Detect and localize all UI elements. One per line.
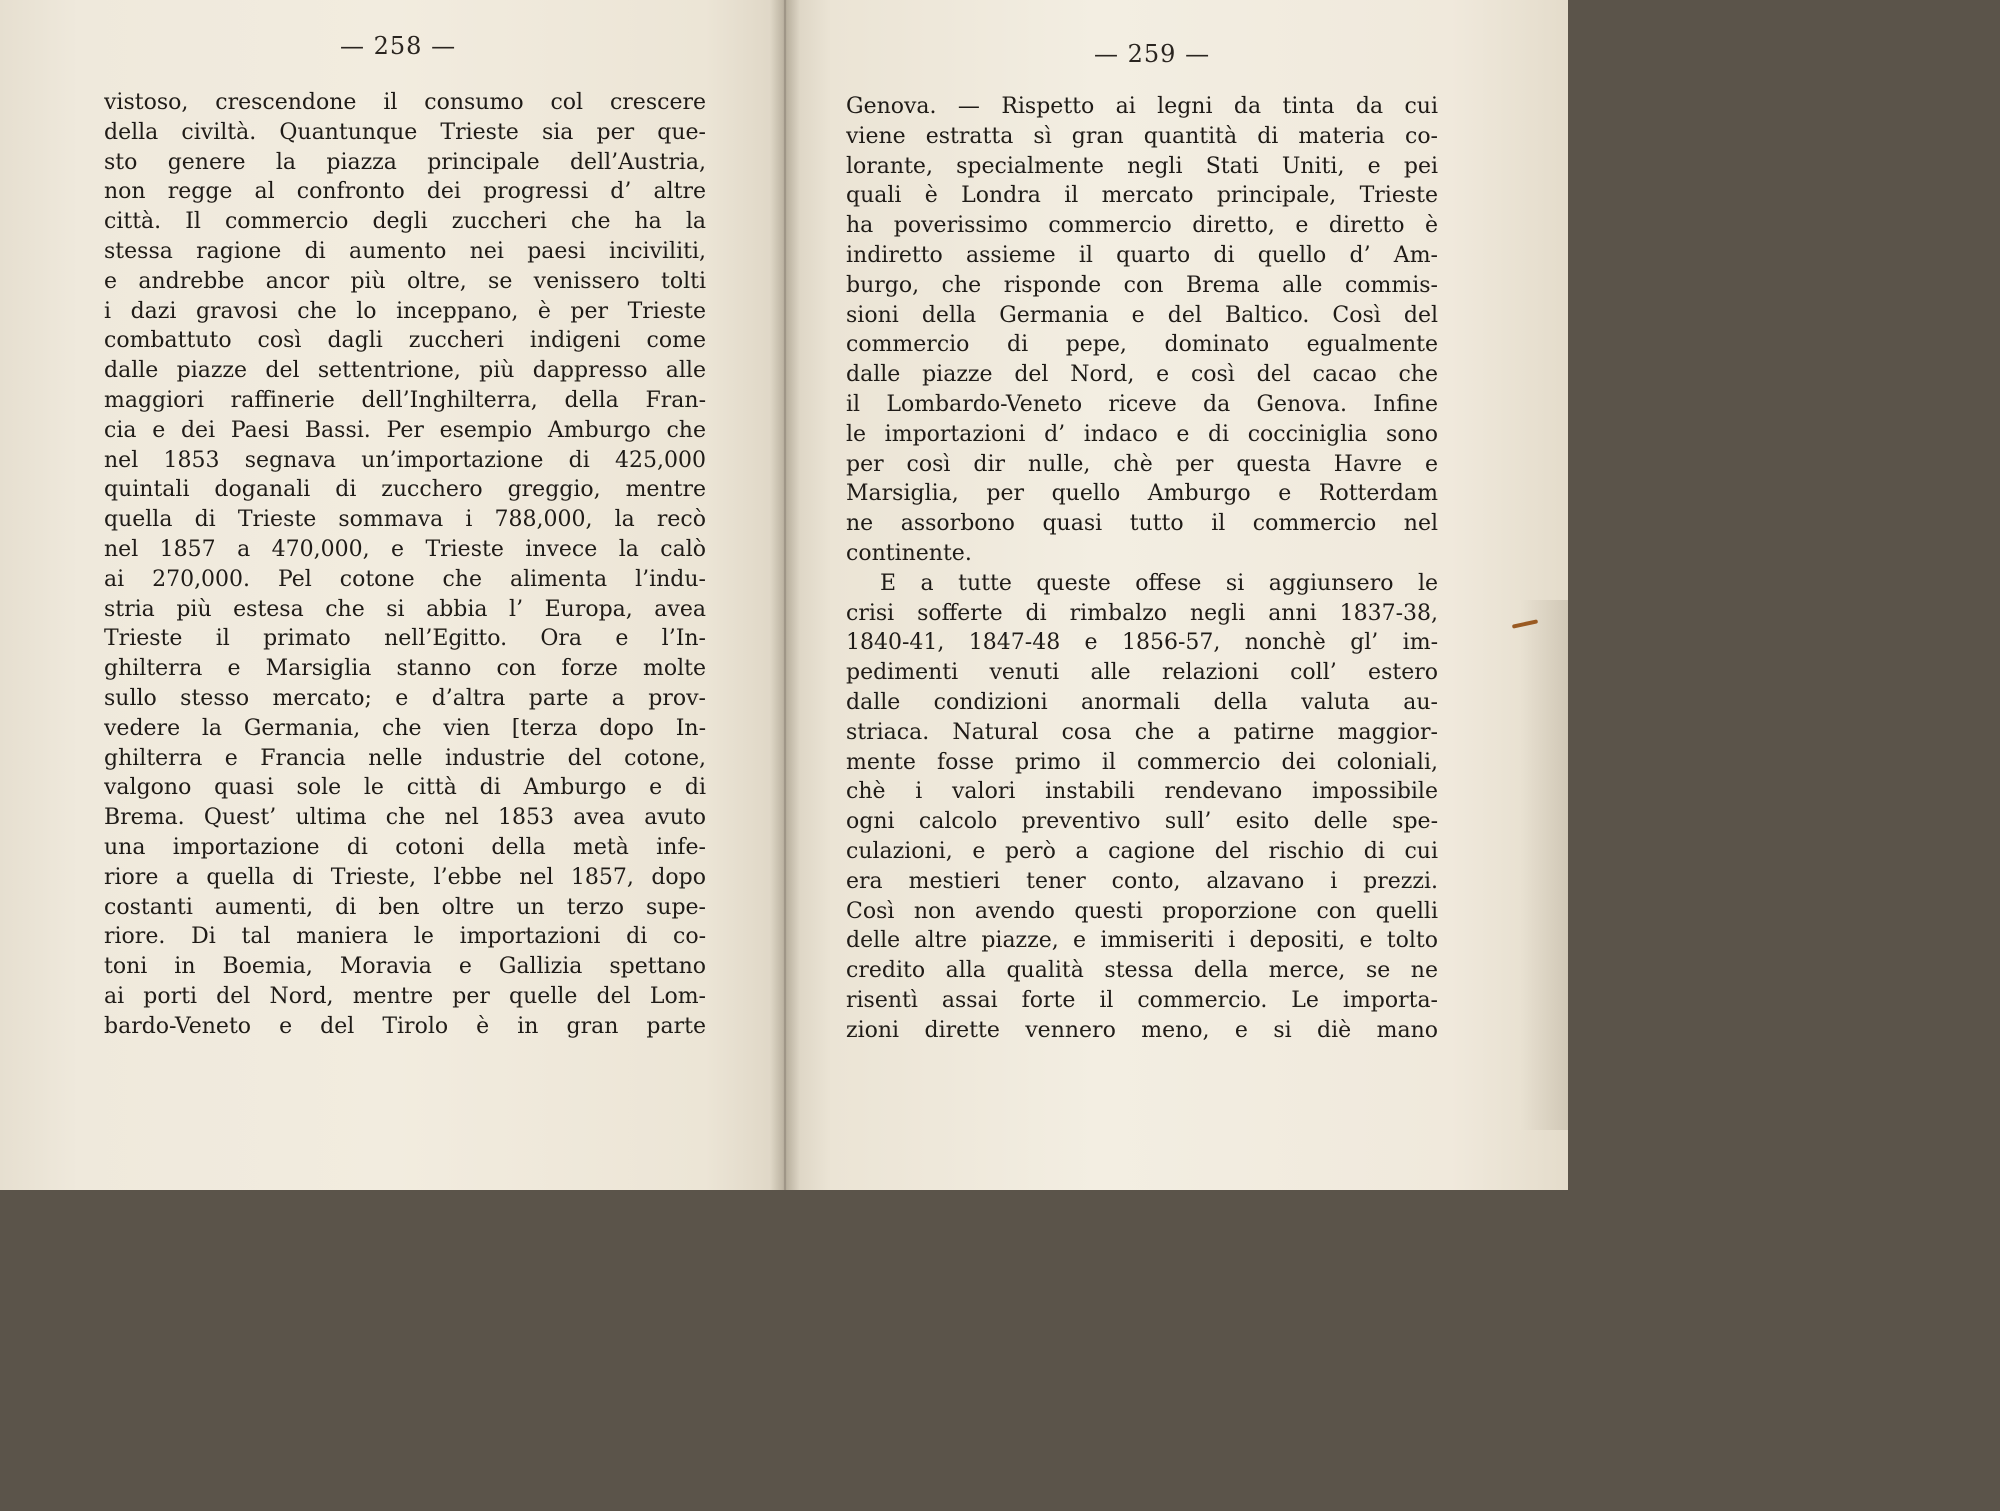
text-line: riore. Di tal maniera le importazioni di co- bbox=[104, 924, 706, 950]
text-line: dalle piazze del settentrione, più dappresso alle bbox=[104, 358, 706, 384]
text-line: toni in Boemia, Moravia e Gallizia spettano bbox=[104, 954, 706, 980]
text-line: vedere la Germania, che vien [terza dopo In- bbox=[104, 715, 706, 741]
text-line: ogni calcolo preventivo sull’ esito delle spe- bbox=[846, 809, 1438, 835]
text-line: nel 1853 segnava un’importazione di 425,000 bbox=[104, 447, 706, 473]
text-line: 1840-41, 1847-48 e 1856-57, nonchè gl’ im- bbox=[846, 630, 1438, 656]
text-line: risentì assai forte il commercio. Le importa- bbox=[846, 987, 1438, 1013]
text-line: le importazioni d’ indaco e di cocciniglia sono bbox=[846, 421, 1438, 447]
text-line: riore a quella di Trieste, l’ebbe nel 1857, dopo bbox=[104, 864, 706, 890]
text-line: non regge al confronto dei progressi d’ altre bbox=[104, 179, 706, 205]
text-line: ai 270,000. Pel cotone che alimenta l’indu- bbox=[104, 566, 706, 592]
text-line: stessa ragione di aumento nei paesi inciviliti, bbox=[104, 238, 706, 264]
text-line: lorante, specialmente negli Stati Uniti, e pei bbox=[846, 153, 1438, 179]
text-line: credito alla qualità stessa della merce, se ne bbox=[846, 958, 1438, 984]
text-line: i dazi gravosi che lo inceppano, è per Trieste bbox=[104, 298, 706, 324]
page-number-right: — 259 — bbox=[1094, 40, 1211, 68]
text-line: ghilterra e Marsiglia stanno con forze molte bbox=[104, 656, 706, 682]
text-line: chè i valori instabili rendevano impossibile bbox=[846, 779, 1438, 805]
text-line: Così non avendo questi proporzione con quelli bbox=[846, 898, 1438, 924]
text-line: dalle condizioni anormali della valuta au- bbox=[846, 689, 1438, 715]
right-page bbox=[784, 0, 1568, 1190]
text-line: costanti aumenti, di ben oltre un terzo supe- bbox=[104, 894, 706, 920]
text-line: ha poverissimo commercio diretto, e diretto è bbox=[846, 213, 1438, 239]
left-page bbox=[0, 0, 784, 1190]
text-line: culazioni, e però a cagione del rischio di cui bbox=[846, 838, 1438, 864]
text-line: sullo stesso mercato; e d’altra parte a prov- bbox=[104, 685, 706, 711]
text-line: valgono quasi sole le città di Amburgo e di bbox=[104, 775, 706, 801]
text-line: quali è Londra il mercato principale, Trieste bbox=[846, 183, 1438, 209]
text-line: zioni dirette vennero meno, e si diè mano bbox=[846, 1017, 1438, 1043]
text-line: e andrebbe ancor più oltre, se venissero tolti bbox=[104, 268, 706, 294]
text-line: dalle piazze del Nord, e così del cacao che bbox=[846, 362, 1438, 388]
text-line: E a tutte queste offese si aggiunsero le bbox=[880, 570, 1438, 596]
text-line: continente. bbox=[846, 540, 972, 566]
text-line: combattuto così dagli zuccheri indigeni come bbox=[104, 328, 706, 354]
text-line: Marsiglia, per quello Amburgo e Rotterdam bbox=[846, 481, 1438, 507]
text-line: della civiltà. Quantunque Trieste sia per que- bbox=[104, 119, 706, 145]
book-gutter bbox=[770, 0, 800, 1190]
text-line: indiretto assieme il quarto di quello d’ Am- bbox=[846, 242, 1438, 268]
text-line: burgo, che risponde con Brema alle commis- bbox=[846, 272, 1438, 298]
page-number-left: — 258 — bbox=[340, 32, 457, 60]
text-line: Brema. Quest’ ultima che nel 1853 avea avuto bbox=[104, 805, 706, 831]
text-line: per così dir nulle, chè per questa Havre e bbox=[846, 451, 1438, 477]
right-page-text bbox=[846, 92, 1438, 1046]
text-line: pedimenti venuti alle relazioni coll’ estero bbox=[846, 660, 1438, 686]
text-line: bardo-Veneto e del Tirolo è in gran parte bbox=[104, 1013, 706, 1039]
text-line: commercio di pepe, dominato egualmente bbox=[846, 332, 1438, 358]
text-line: ne assorbono quasi tutto il commercio nel bbox=[846, 511, 1438, 537]
text-line: ghilterra e Francia nelle industrie del cotone, bbox=[104, 745, 706, 771]
text-line: cia e dei Paesi Bassi. Per esempio Amburgo che bbox=[104, 417, 706, 443]
text-line: stria più estesa che si abbia l’ Europa, avea bbox=[104, 596, 706, 622]
text-line: vistoso, crescendone il consumo col crescere bbox=[104, 90, 706, 115]
text-line: città. Il commercio degli zuccheri che ha la bbox=[104, 209, 706, 235]
text-line: quella di Trieste sommava i 788,000, la recò bbox=[104, 507, 706, 533]
text-line: sto genere la piazza principale dell’Austria, bbox=[104, 149, 706, 175]
text-line: ai porti del Nord, mentre per quelle del Lom- bbox=[104, 983, 706, 1009]
text-line: era mestieri tener conto, alzavano i prezzi. bbox=[846, 868, 1438, 894]
text-line: una importazione di cotoni della metà infe- bbox=[104, 834, 706, 860]
text-line: mente fosse primo il commercio dei coloniali, bbox=[846, 749, 1438, 775]
left-page-text bbox=[104, 88, 706, 1042]
text-line: Trieste il primato nell’Egitto. Ora e l’In- bbox=[104, 626, 706, 652]
text-line: viene estratta sì gran quantità di materia co- bbox=[846, 123, 1438, 149]
text-line: crisi sofferte di rimbalzo negli anni 1837-38, bbox=[846, 600, 1438, 626]
text-line: striaca. Natural cosa che a patirne maggior- bbox=[846, 719, 1438, 745]
text-line: quintali doganali di zucchero greggio, mentre bbox=[104, 477, 706, 503]
text-line: Genova. — Rispetto ai legni da tinta da cui bbox=[846, 94, 1438, 119]
text-line: il Lombardo-Veneto riceve da Genova. Infine bbox=[846, 391, 1438, 417]
text-line: sioni della Germania e del Baltico. Così del bbox=[846, 302, 1438, 328]
text-line: nel 1857 a 470,000, e Trieste invece la calò bbox=[104, 536, 706, 562]
text-line: maggiori raffinerie dell’Inghilterra, della Fran- bbox=[104, 387, 706, 413]
text-line: delle altre piazze, e immiseriti i depositi, e tolto bbox=[846, 928, 1438, 954]
next-page-edge bbox=[1520, 600, 1568, 1130]
